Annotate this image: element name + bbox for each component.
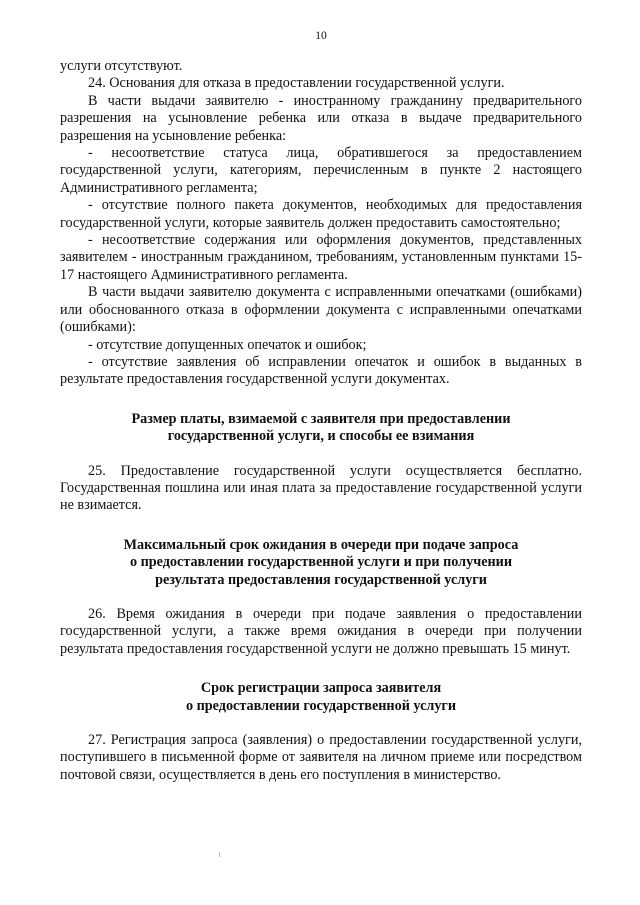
paragraph-item-27: 27. Регистрация запроса (заявления) о предоставлении государственной услуги, поступившего в письменной форме от заявителя на личном приеме или посредством почтовой связи, осуществляется в день его поступления в министерство. <box>60 732 582 783</box>
paragraph-item-26: 26. Время ожидания в очереди при подаче заявления о предоставлении государственной услуги, а также время ожидания в очереди при получении результата предоставления государственной услуги не должно превышать 15 минут. <box>60 605 582 657</box>
heading-line: государственной услуги, и способы ее взимания <box>167 428 475 445</box>
paragraph-item-24: 24. Основания для отказа в предоставлении государственной услуги. <box>88 75 505 92</box>
list-item: - несоответствие содержания или оформления документов, представленных заявителем - иностранным гражданином, требованиям, установленным пунктами 15-17 настоящего Административного регламента. <box>60 232 582 283</box>
paragraph: услуги отсутствуют. <box>60 58 183 74</box>
paragraph: В части выдачи заявителю документа с исправленными опечатками (ошибками) или обоснованного отказа в оформлении документа с исправленными опечатками (ошибками): <box>60 284 582 336</box>
list-item: - отсутствие заявления об исправлении опечаток и ошибок в выданных в результате предоставления государственной услуги документах. <box>60 353 582 388</box>
page-number: 10 <box>315 30 327 42</box>
heading-line: о предоставлении государственной услуги <box>185 697 457 714</box>
list-item: - отсутствие допущенных опечаток и ошибок; <box>88 336 367 353</box>
paragraph-item-25: 25. Предоставление государственной услуги осуществляется бесплатно. Государственная пошлина или иная плата за предоставление государственной услуги не взимается. <box>60 462 582 514</box>
heading-line: результата предоставления государственной услуги <box>155 571 487 588</box>
list-item: - несоответствие статуса лица, обратившегося за предоставлением государственной услуги, категориям, перечисленным в пункте 2 настоящего Административного регламента; <box>60 145 582 196</box>
section-heading <box>60 537 582 589</box>
section-heading <box>60 680 582 715</box>
paragraph: В части выдачи заявителю - иностранному гражданину предварительного разрешения на усыновление ребенка или отказа в выдаче предварительного разрешения на усыновление ребенка: <box>60 92 582 144</box>
scan-mark <box>219 852 220 857</box>
heading-line: Размер платы, взимаемой с заявителя при предоставлении <box>131 410 511 427</box>
heading-line: о предоставлении государственной услуги и при получении <box>129 554 513 571</box>
list-item: - отсутствие полного пакета документов, необходимых для предоставления государственной услуги, которые заявитель должен предоставить самостоятельно; <box>60 197 582 231</box>
heading-line: Срок регистрации запроса заявителя <box>200 680 442 697</box>
section-heading <box>60 411 582 446</box>
heading-line: Максимальный срок ожидания в очереди при подаче запроса <box>123 536 519 553</box>
